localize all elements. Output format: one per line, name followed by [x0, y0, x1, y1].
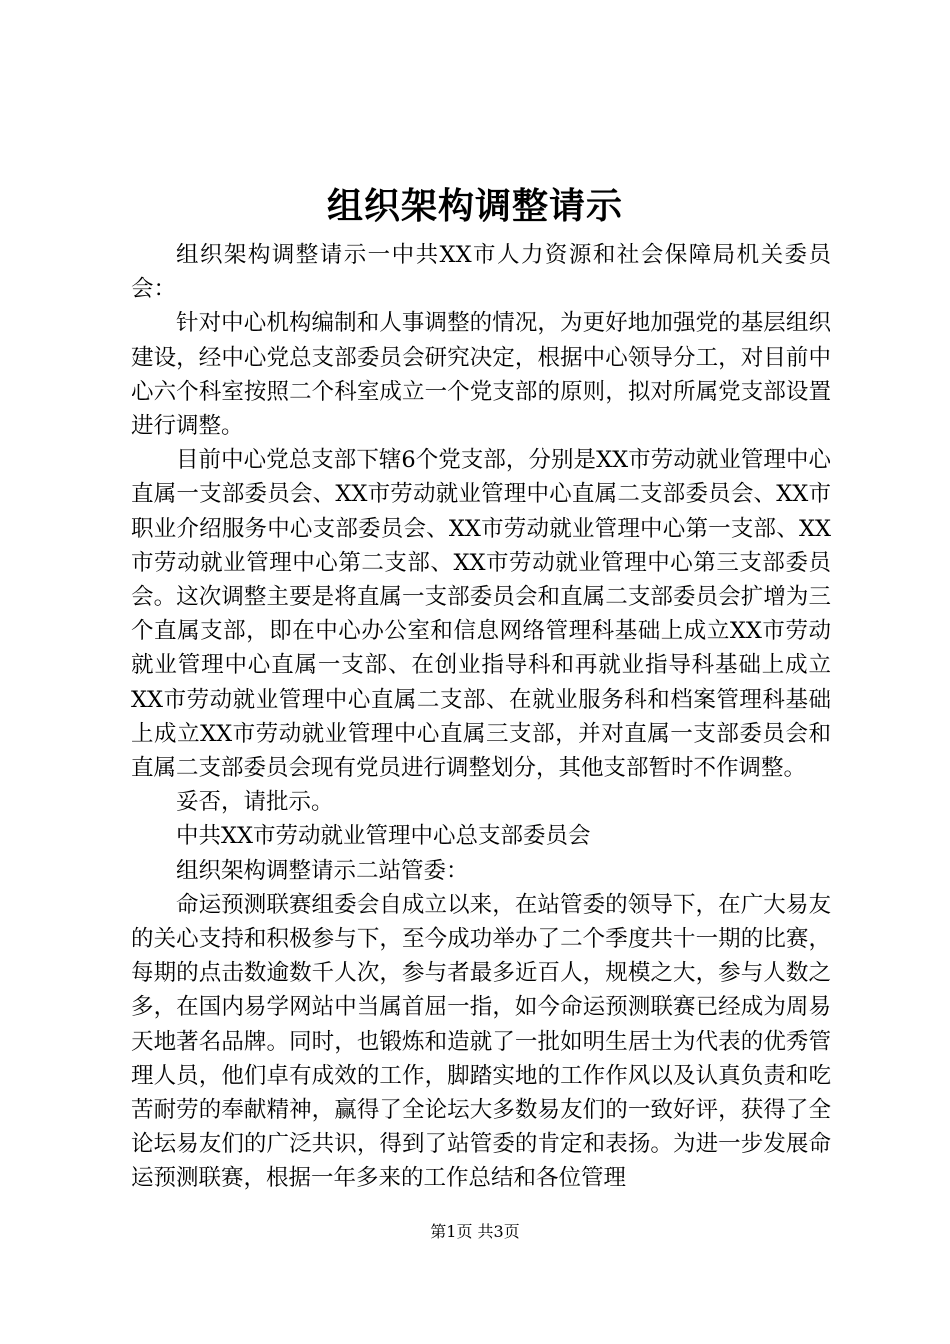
paragraph: 命运预测联赛组委会自成立以来，在站管委的领导下，在广大易友的关心支持和积极参与下，至今成功举办了二个季度共十一期的比赛，每期的点击数逾数千人次，参与者最多近百人，规模之大，参与人数之多，在国内易学网站中当属首屈一指，如今命运预测联赛已经成为周易天地著名品牌。同时，也锻炼和造就了一批如明生居士为代表的优秀管理人员，他们卓有成效的工作，脚踏实地的工作作风以及认真负责和吃苦耐劳的奉献精神，赢得了全论坛大多数易友们的一致好评，获得了全论坛易友们的广泛共识，得到了站管委的肯定和表扬。为进一步发展命运预测联赛，根据一年多来的工作总结和各位管理	[131, 891, 831, 1192]
paragraph: 针对中心机构编制和人事调整的情况，为更好地加强党的基层组织建设，经中心党总支部委员会研究决定，根据中心领导分工，对目前中心六个科室按照二个科室成立一个党支部的原则，拟对所属党支部设置进行调整。	[131, 310, 831, 440]
page-footer: 第1页 共3页	[430, 1222, 520, 1241]
paragraph: 组织架构调整请示一中共XX市人力资源和社会保障局机关委员会：	[131, 242, 831, 303]
document-body	[131, 238, 831, 1196]
paragraph: 妥否，请批示。	[176, 789, 334, 816]
document-title: 组织架构调整请示	[326, 186, 623, 227]
paragraph: 中共XX市劳动就业管理中心总支部委员会	[176, 823, 591, 850]
paragraph: 目前中心党总支部下辖6个党支部，分别是XX市劳动就业管理中心直属一支部委员会、XX市劳动就业管理中心直属二支部委员会、XX市职业介绍服务中心支部委员会、XX市劳动就业管理中心第一支部、XX市劳动就业管理中心第二支部、XX市劳动就业管理中心第三支部委员会。这次调整主要是将直属一支部委员会和直属二支部委员会扩增为三个直属支部，即在中心办公室和信息网络管理科基础上成立XX市劳动就业管理中心直属一支部、在创业指导科和再就业指导科基础上成立XX市劳动就业管理中心直属二支部、在就业服务科和档案管理科基础上成立XX市劳动就业管理中心直属三支部，并对直属一支部委员会和直属二支部委员会现有党员进行调整划分，其他支部暂时不作调整。	[131, 447, 831, 782]
paragraph: 组织架构调整请示二站管委：	[176, 857, 469, 884]
